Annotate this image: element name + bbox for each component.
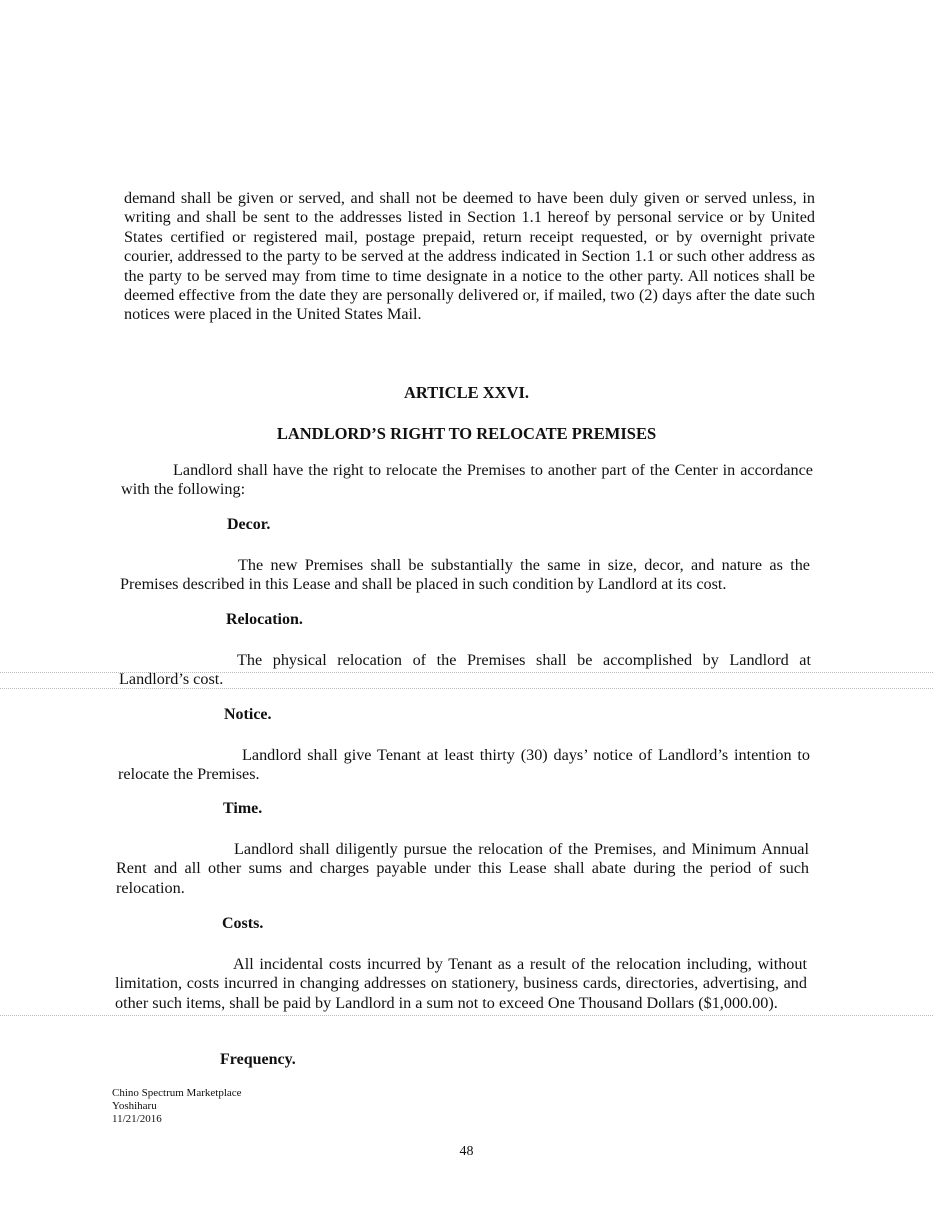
section-heading-relocation: Relocation. — [226, 611, 303, 628]
section-heading-decor: Decor. — [227, 516, 271, 533]
section-text-notice: Landlord shall give Tenant at least thirty (30) days’ notice of Landlord’s intention to relocate the Premises. — [118, 746, 810, 784]
page-number: 48 — [459, 1144, 474, 1159]
footer-project: Chino Spectrum Marketplace — [112, 1087, 242, 1099]
footer-tenant: Yoshiharu — [112, 1100, 157, 1112]
article-number: ARTICLE XXVI. — [403, 383, 530, 402]
section-text-relocation: The physical relocation of the Premises shall be accomplished by Landlord at Landlord’s cost. — [119, 651, 811, 689]
section-heading-frequency: Frequency. — [220, 1051, 296, 1068]
section-heading-time: Time. — [223, 800, 263, 817]
intro-paragraph: demand shall be given or served, and shall not be deemed to have been duly given or served unless, in writing and shall be sent to the addresses listed in Section 1.1 hereof by personal service or by United States certified or registered mail, postage prepaid, return receipt requested, or by overnight private courier, addressed to the party to be served at the address indicated in Section 1.1 or such other address as the party to be served may from time to time designate in a notice to the other party. All notices shall be deemed effective from the date they are personally delivered or, if mailed, two (2) days after the date such notices were placed in the United States Mail. — [124, 189, 815, 324]
footer-block — [112, 1087, 242, 1126]
scan-line — [0, 1015, 933, 1016]
section-text-time: Landlord shall diligently pursue the relocation of the Premises, and Minimum Annual Rent and all other sums and charges payable under this Lease shall abate during the period of such relocation. — [116, 840, 809, 897]
article-title: LANDLORD’S RIGHT TO RELOCATE PREMISES — [276, 424, 657, 443]
section-heading-costs: Costs. — [222, 915, 264, 932]
section-heading-notice: Notice. — [224, 706, 272, 723]
footer-date: 11/21/2016 — [112, 1113, 162, 1125]
section-text-costs: All incidental costs incurred by Tenant as a result of the relocation including, without limitation, costs incurred in changing addresses on stationery, business cards, directories, advertising, and other such items, shall be paid by Landlord in a sum not to exceed One Thousand Dollars ($1,000.00). — [115, 955, 807, 1012]
section-text-decor: The new Premises shall be substantially the same in size, decor, and nature as the Premises described in this Lease and shall be placed in such condition by Landlord at its cost. — [120, 556, 810, 594]
article-intro: Landlord shall have the right to relocate the Premises to another part of the Center in accordance with the following: — [121, 461, 813, 499]
